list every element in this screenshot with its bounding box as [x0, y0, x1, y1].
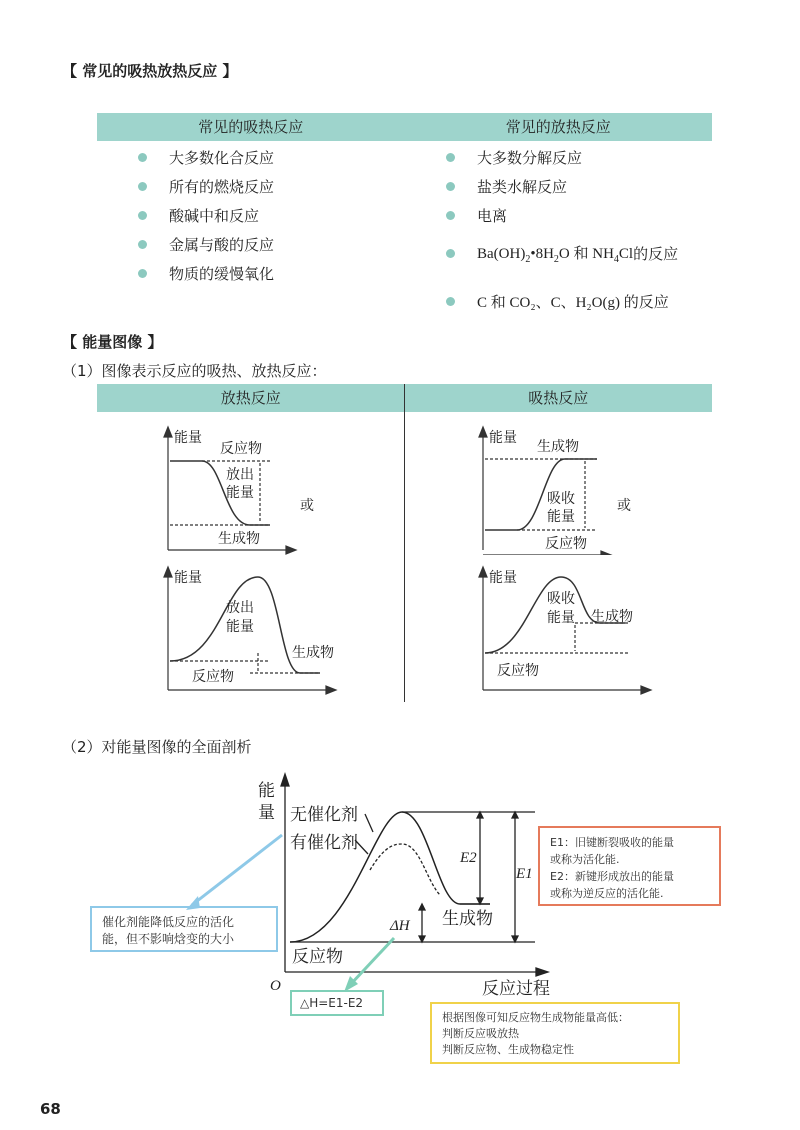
endo-item-5: 物质的缓慢氧化 [138, 263, 274, 284]
release-label: 放出 [226, 467, 254, 483]
formula-baoh2-nh4cl: $Ba(OH)_2•8H_2O$ 和 $NH_4Cl$ [477, 246, 634, 265]
bullet-icon [138, 240, 147, 249]
reaction-table-header [97, 113, 712, 141]
section-title-energy-graphs: 【 能量图像 】 [62, 333, 163, 351]
exo-item-5: C 和 CO₂、C、H₂O(g) 的反应 [446, 291, 669, 312]
absorb-label: 吸收 [547, 491, 575, 507]
absorb-label: 吸收 [547, 591, 575, 607]
axis-y-label-2: 量 [258, 803, 275, 823]
exo-item-3: 电离 [446, 205, 507, 226]
reactant-label: 反应物 [192, 669, 234, 685]
endo-item-4: 金属与酸的反应 [138, 234, 274, 255]
or-label: 或 [300, 498, 314, 514]
x-axis-label: 反应过程 [482, 979, 550, 999]
energy-label: 能量 [547, 509, 575, 525]
bullet-icon [138, 269, 147, 278]
with-catalyst-label: 有催化剂 [290, 833, 358, 853]
origin-label: O [270, 978, 281, 994]
product-label: 生成物 [537, 439, 579, 455]
product-label: 生成物 [442, 909, 493, 929]
bullet-icon [138, 153, 147, 162]
no-catalyst-label: 无催化剂 [290, 805, 358, 825]
endo-graph-1 [465, 425, 615, 555]
endo-item-1: 大多数化合反应 [138, 147, 274, 168]
e1-label: E1 [516, 866, 533, 882]
energy-label: 能量 [226, 619, 254, 635]
release-label: 放出 [226, 600, 254, 616]
delta-h-label: ΔH [390, 918, 410, 934]
note-catalyst: 催化剂能降低反应的活化 能，但不影响焓变的大小 [90, 906, 278, 952]
col-endo-graph-header: 吸热反应 [528, 389, 589, 407]
note-judge: 根据图像可知反应物生成物能量高低： 判断反应吸放热 判断反应物、生成物稳定性 [430, 1002, 680, 1064]
exo-item-1: 大多数分解反应 [446, 147, 582, 168]
axis-energy-label: 能量 [489, 570, 517, 586]
bullet-icon [446, 153, 455, 162]
subtitle-2: （2）对能量图像的全面剖析 [62, 738, 252, 756]
exo-graph-1 [150, 425, 300, 555]
product-label: 生成物 [218, 531, 260, 547]
product-label: 生成物 [591, 609, 633, 625]
or-label: 或 [617, 498, 631, 514]
exo-item-2: 盐类水解反应 [446, 176, 567, 197]
axis-energy-label: 能量 [174, 570, 202, 586]
page-number: 68 [40, 1100, 61, 1118]
energy-label: 能量 [226, 485, 254, 501]
axis-energy-label: 能量 [489, 430, 517, 446]
axis-energy-label: 能量 [174, 430, 202, 446]
exo-item-4: $Ba(OH)_2•8H_2O$ 和 $NH_4Cl$ 的反应 [446, 242, 678, 265]
col-endo-header: 常见的吸热反应 [198, 118, 304, 136]
endo-item-3: 酸碱中和反应 [138, 205, 259, 226]
bullet-icon [138, 211, 147, 220]
endo-graph-2 [465, 565, 655, 695]
exo-graph-2 [150, 565, 340, 695]
reactant-label: 反应物 [497, 663, 539, 679]
bullet-icon [446, 297, 455, 306]
note-e-definitions: E1：旧键断裂吸收的能量 或称为活化能. E2：新键形成放出的能量 或称为逆反应的活化能. [538, 826, 721, 906]
col-exo-header: 常见的放热反应 [505, 118, 611, 136]
energy-label: 能量 [547, 610, 575, 626]
bullet-icon [446, 211, 455, 220]
col-exo-graph-header: 放热反应 [220, 389, 281, 407]
e2-label: E2 [460, 850, 477, 866]
axis-y-label-1: 能 [258, 781, 275, 801]
table-divider [404, 384, 405, 702]
reactant-label: 反应物 [292, 947, 343, 967]
product-label: 生成物 [292, 645, 334, 661]
note-delta-h: △H=E1-E2 [290, 990, 384, 1016]
subtitle-1: （1）图像表示反应的吸热、放热反应： [62, 362, 327, 380]
endo-item-2: 所有的燃烧反应 [138, 176, 274, 197]
reactant-label: 反应物 [545, 536, 587, 552]
section-title-common-reactions: 【 常见的吸热放热反应 】 [62, 62, 238, 80]
bullet-icon [446, 249, 455, 258]
reactant-label: 反应物 [220, 441, 262, 457]
analysis-energy-diagram [250, 770, 560, 1000]
bullet-icon [138, 182, 147, 191]
bullet-icon [446, 182, 455, 191]
